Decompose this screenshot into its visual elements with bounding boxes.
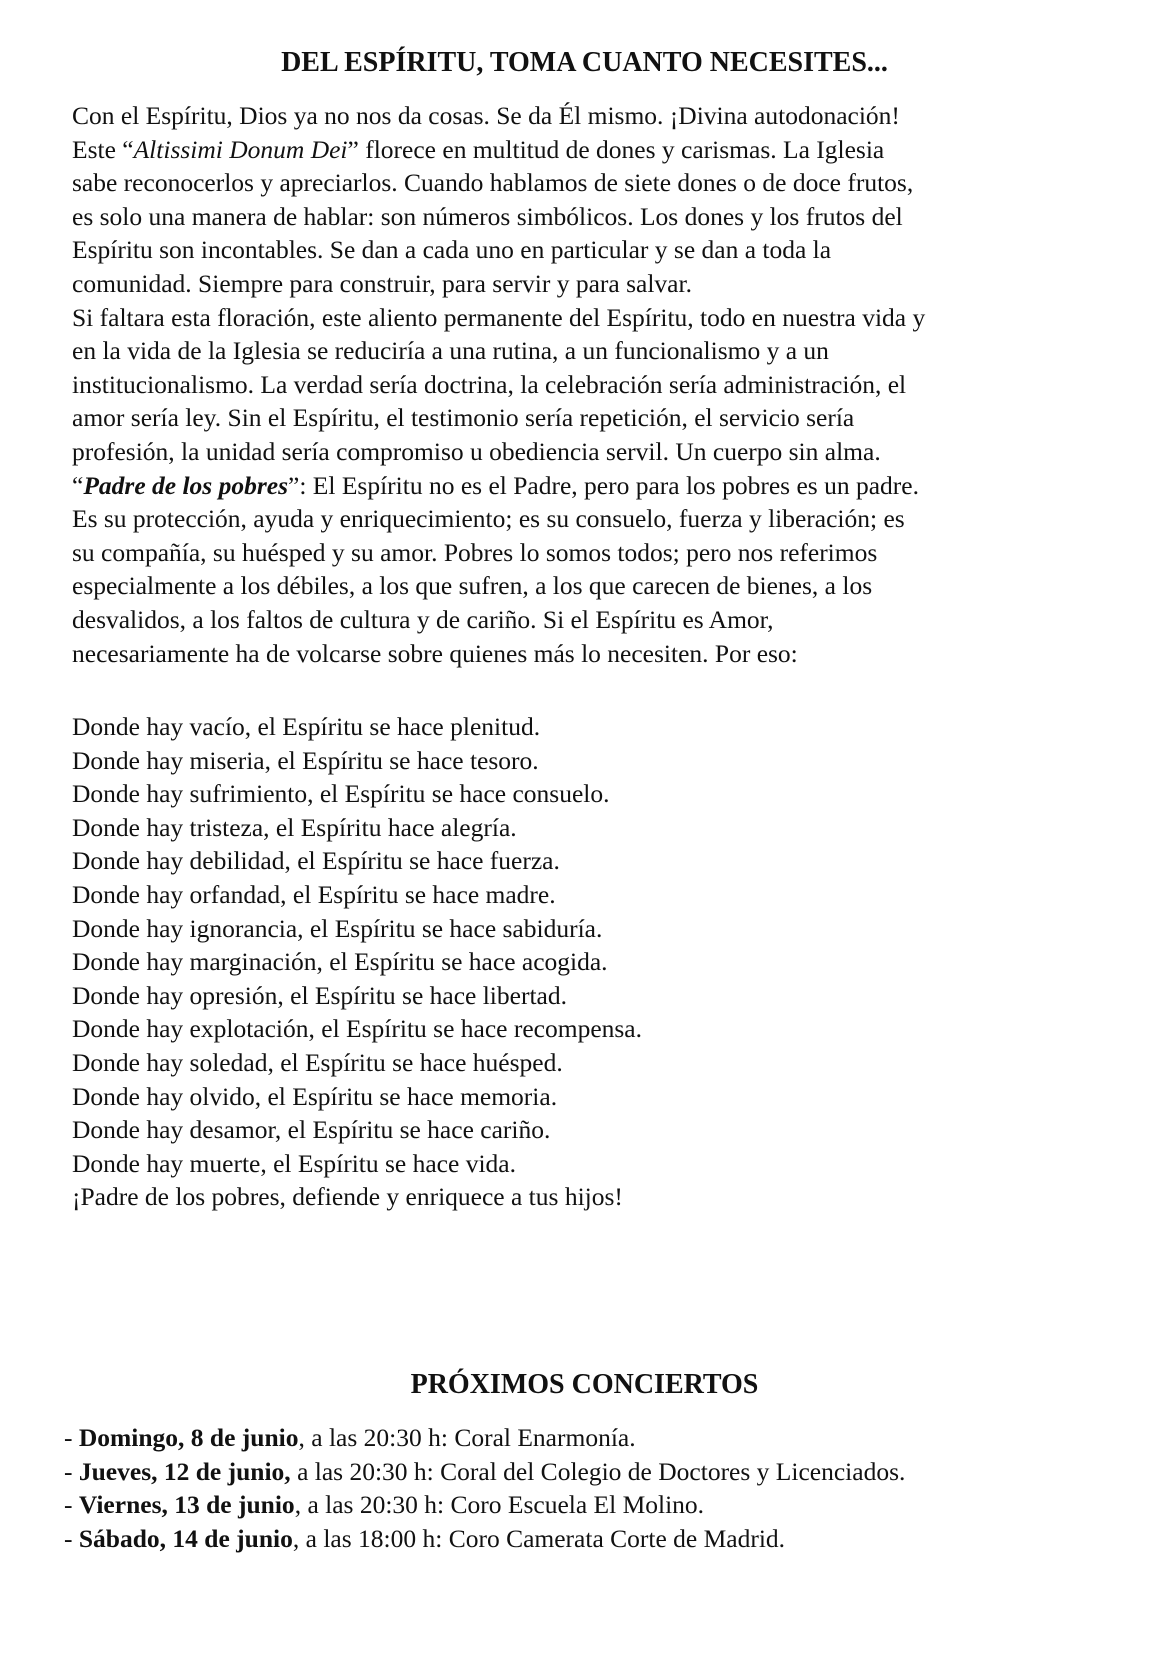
litany-line: Donde hay desamor, el Espíritu se hace cariño. xyxy=(72,1115,551,1145)
intro-line: comunidad. Siempre para construir, para servir y para salvar. xyxy=(72,268,692,298)
litany-line: Donde hay orfandad, el Espíritu se hace madre. xyxy=(72,879,556,909)
litany-line: Donde hay soledad, el Espíritu se hace huésped. xyxy=(72,1047,563,1077)
intro-text: Este “ xyxy=(72,134,134,164)
intro-line: amor sería ley. Sin el Espíritu, el testimonio sería repetición, el servicio sería xyxy=(72,403,855,433)
intro-line: Con el Espíritu, Dios ya no nos da cosas. Se da Él mismo. ¡Divina autodonación! xyxy=(72,101,900,130)
concert-dash: - xyxy=(64,1456,79,1486)
emphasis-phrase: Padre de los pobres xyxy=(83,470,289,500)
intro-line xyxy=(72,133,1152,167)
concert-date: Jueves, 12 de junio, xyxy=(78,1456,291,1486)
concert-item xyxy=(64,1421,1144,1455)
page-title: DEL ESPÍRITU, TOMA CUANTO NECESITES... xyxy=(281,47,888,78)
intro-line: es solo una manera de hablar: son números simbólicos. Los dones y los frutos del xyxy=(72,201,903,231)
concert-dash: - xyxy=(64,1523,79,1553)
intro-line: su compañía, su huésped y su amor. Pobres lo somos todos; pero nos referimos xyxy=(72,537,878,567)
intro-line: especialmente a los débiles, a los que sufren, a los que carecen de bienes, a los xyxy=(72,571,873,601)
concert-date: Domingo, 8 de junio xyxy=(78,1423,299,1452)
intro-line: sabe reconocerlos y apreciarlos. Cuando hablamos de siete dones o de doce frutos, xyxy=(72,168,914,198)
litany-line: Donde hay ignorancia, el Espíritu se hace sabiduría. xyxy=(72,913,603,943)
litany-line: Donde hay muerte, el Espíritu se hace vida. xyxy=(72,1148,516,1178)
litany-line: Donde hay opresión, el Espíritu se hace libertad. xyxy=(72,980,567,1010)
concert-item xyxy=(64,1455,1144,1489)
litany-line: Donde hay vacío, el Espíritu se hace plenitud. xyxy=(72,712,541,741)
litany-line: Donde hay olvido, el Espíritu se hace memoria. xyxy=(72,1081,558,1111)
intro-paragraph xyxy=(72,99,1152,670)
litany-line: Donde hay explotación, el Espíritu se hace recompensa. xyxy=(72,1014,643,1044)
concert-date: Sábado, 14 de junio xyxy=(78,1523,293,1553)
concert-dash: - xyxy=(64,1423,79,1452)
concert-details: , a las 18:00 h: Coro Camerata Corte de Madrid. xyxy=(292,1523,786,1553)
litany-line: Donde hay miseria, el Espíritu se hace tesoro. xyxy=(72,745,539,775)
concerts-heading: PRÓXIMOS CONCIERTOS xyxy=(410,1369,759,1400)
intro-line: desvalidos, a los faltos de cultura y de cariño. Si el Espíritu es Amor, xyxy=(72,604,774,634)
closing-line: ¡Padre de los pobres, defiende y enriquece a tus hijos! xyxy=(72,1182,623,1212)
concert-details: a las 20:30 h: Coral del Colegio de Doctores y Licenciados. xyxy=(290,1456,906,1486)
concert-item xyxy=(64,1522,1144,1556)
intro-line: en la vida de la Iglesia se reduciría a una rutina, a un funcionalismo y a un xyxy=(72,336,829,366)
intro-line: profesión, la unidad sería compromiso u obediencia servil. Un cuerpo sin alma. xyxy=(72,436,881,466)
concert-item xyxy=(64,1488,1144,1522)
intro-text: ”: El Espíritu no es el Padre, pero para los pobres es un padre. xyxy=(288,470,919,500)
intro-text: ” florece en multitud de dones y carismas. La Iglesia xyxy=(347,134,885,164)
intro-line: institucionalismo. La verdad sería doctrina, la celebración sería administración, el xyxy=(72,369,907,399)
litany-line: Donde hay marginación, el Espíritu se hace acogida. xyxy=(72,947,608,977)
latin-phrase: Altissimi Donum Dei xyxy=(133,134,348,164)
concert-details: , a las 20:30 h: Coral Enarmonía. xyxy=(298,1423,636,1452)
intro-line: necesariamente ha de volcarse sobre quienes más lo necesiten. Por eso: xyxy=(72,638,798,668)
intro-line: Si faltara esta floración, este aliento permanente del Espíritu, todo en nuestra vida y xyxy=(72,302,926,332)
litany-line: Donde hay sufrimiento, el Espíritu se hace consuelo. xyxy=(72,779,610,809)
litany-list xyxy=(72,710,1152,1214)
litany-line: Donde hay tristeza, el Espíritu hace alegría. xyxy=(72,812,517,842)
concert-details: , a las 20:30 h: Coro Escuela El Molino. xyxy=(294,1490,705,1520)
intro-line xyxy=(72,469,1152,503)
intro-line: Es su protección, ayuda y enriquecimiento; es su consuelo, fuerza y liberación; es xyxy=(72,504,905,534)
intro-text: “ xyxy=(72,470,84,500)
concert-dash: - xyxy=(64,1490,79,1520)
concerts-list xyxy=(64,1421,1144,1555)
litany-line: Donde hay debilidad, el Espíritu se hace fuerza. xyxy=(72,846,560,876)
intro-line: Espíritu son incontables. Se dan a cada uno en particular y se dan a toda la xyxy=(72,235,832,265)
concert-date: Viernes, 13 de junio xyxy=(78,1490,295,1520)
